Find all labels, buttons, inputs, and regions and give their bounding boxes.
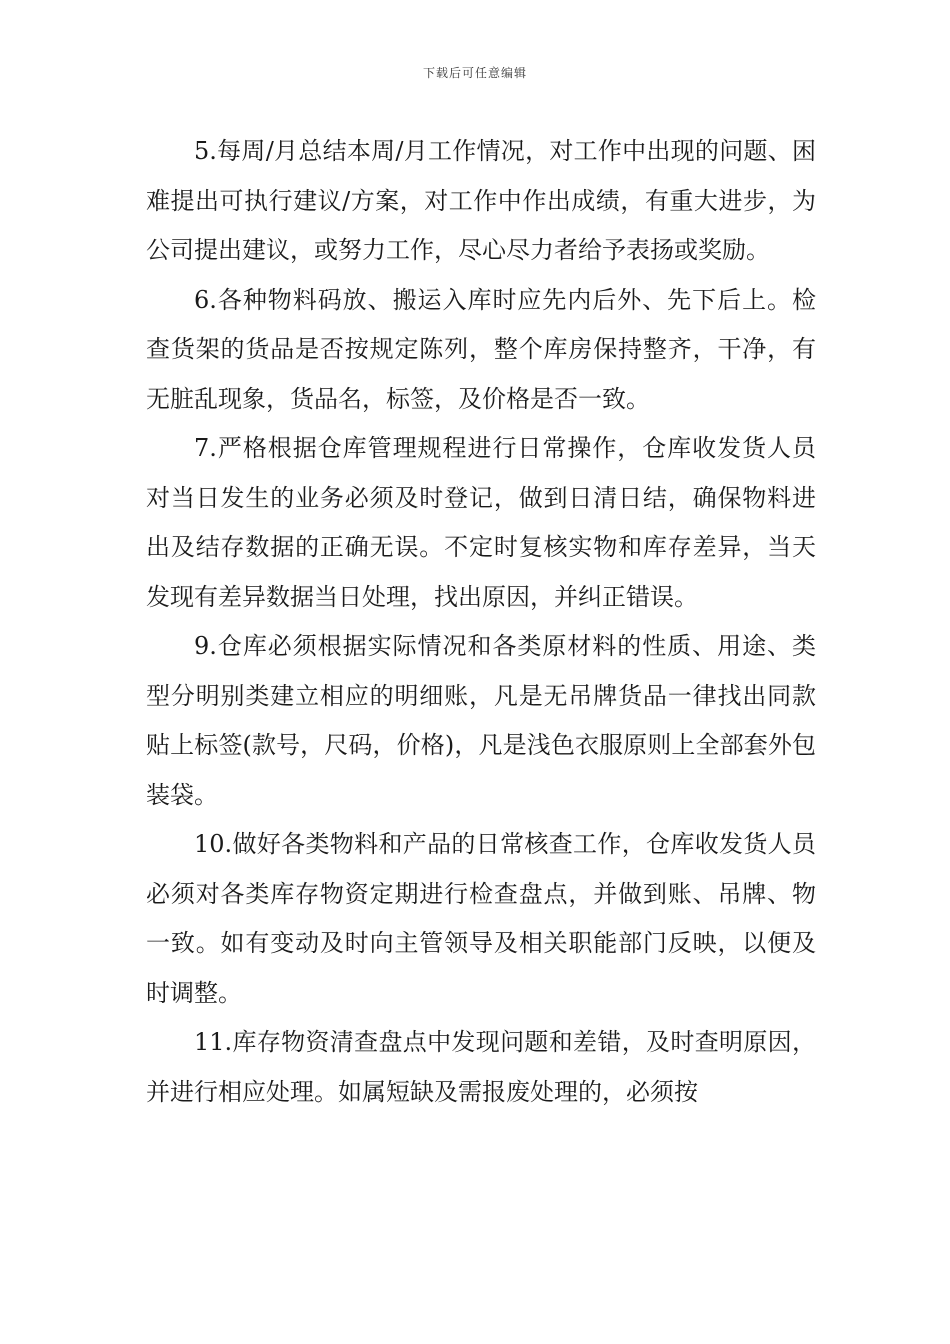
paragraph-item-5: 5.每周/月总结本周/月工作情况，对工作中出现的问题、困难提出可执行建议/方案，对工作中作出成绩，有重大进步，为公司提出建议，或努力工作，尽心尽力者给予表扬或奖励。 (146, 137, 816, 264)
paragraph-item-10: 10.做好各类物料和产品的日常核查工作，仓库收发货人员必须对各类库存物资定期进行检查盘点，并做到账、吊牌、物一致。如有变动及时向主管领导及相关职能部门反映，以便及时调整。 (146, 830, 816, 1007)
paragraph-item-7: 7.严格根据仓库管理规程进行日常操作，仓库收发货人员对当日发生的业务必须及时登记，做到日清日结，确保物料进出及结存数据的正确无误。不定时复核实物和库存差异，当天发现有差异数据当日处理，找出原因，并纠正错误。 (146, 434, 816, 611)
paragraph-item-9: 9.仓库必须根据实际情况和各类原材料的性质、用途、类型分明别类建立相应的明细账，凡是无吊牌货品一律找出同款贴上标签(款号，尺码，价格)，凡是浅色衣服原则上全部套外包装袋。 (146, 632, 816, 809)
page-header: 下载后可任意编辑 (422, 66, 527, 80)
paragraph-item-11: 11.库存物资清查盘点中发现问题和差错，及时查明原因，并进行相应处理。如属短缺及需报废处理的，必须按 (146, 1028, 816, 1106)
document-body (146, 127, 816, 1117)
paragraph-item-6: 6.各种物料码放、搬运入库时应先内后外、先下后上。检查货架的货品是否按规定陈列，整个库房保持整齐，干净，有无脏乱现象，货品名，标签，及价格是否一致。 (146, 285, 816, 413)
